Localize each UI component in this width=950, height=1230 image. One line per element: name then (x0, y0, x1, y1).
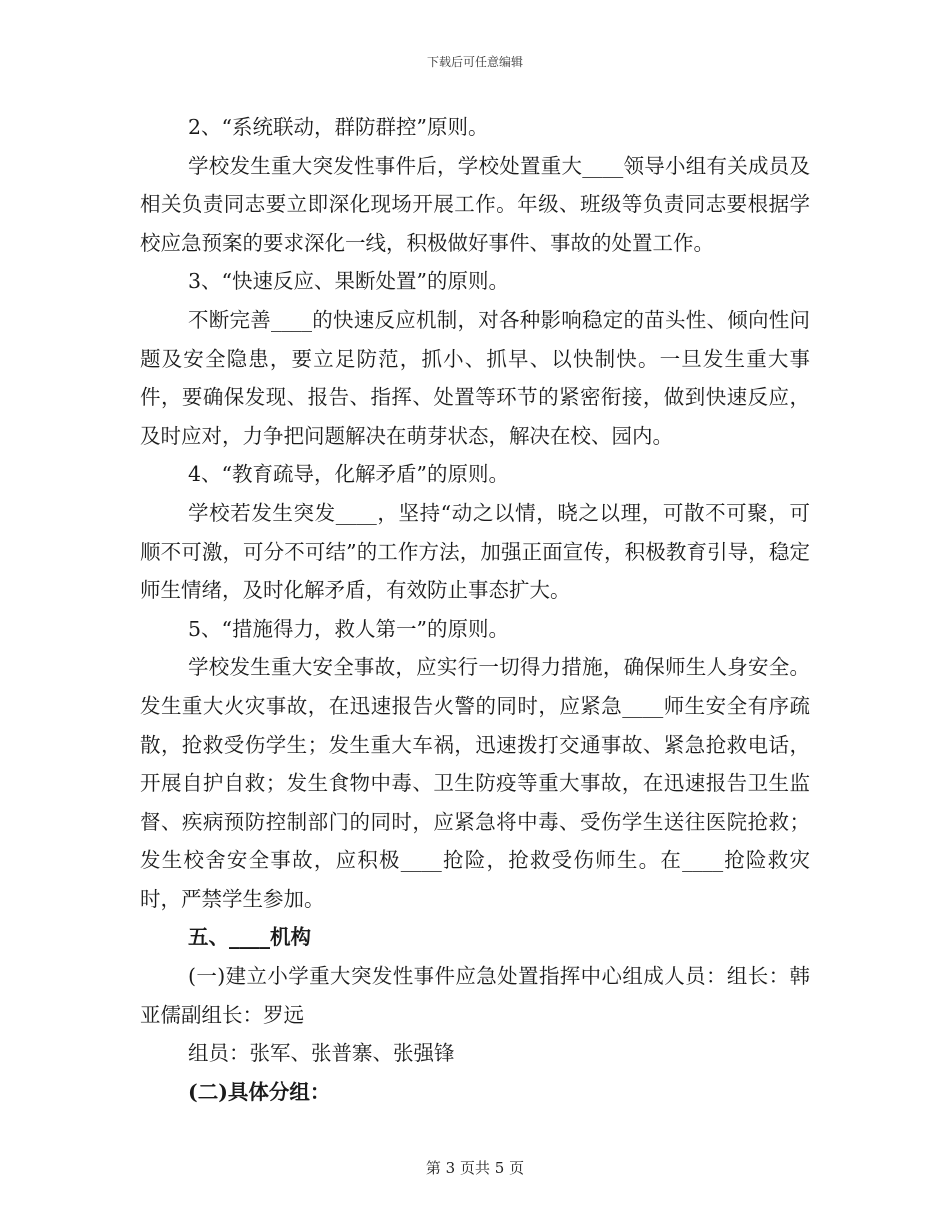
principle-4-heading: 4、“教育疏导，化解矛盾”的原则。 (188, 462, 510, 487)
principle-5-heading: 5、“措施得力，救人第一”的原则。 (188, 616, 510, 641)
page-header: 下载后可任意编辑 (426, 55, 523, 69)
principle-5-body: 学校发生重大安全事故，应实行一切得力措施，确保师生人身安全。发生重大火灾事故，在迅速报告火警的同时，应紧急____师生安全有序疏散，抢救受伤学生；发生重大车祸，迅速拨打交通事故、紧急抢救电话，开展自护自救；发生食物中毒、卫生防疫等重大事故，在迅速报告卫生监督、疾病预防控制部门的同时，应紧急将中毒、受伤学生送往医院抢救；发生校舍安全事故，应积极____抢险，抢救受伤师生。在____抢险救灾时，严禁学生参加。 (140, 655, 810, 911)
principle-3-heading: 3、“快速反应、果断处置”的原则。 (188, 269, 510, 294)
principle-3-body: 不断完善____的快速反应机制，对各种影响稳定的苗头性、倾向性问题及安全隐患，要立足防范，抓小、抓早、以快制快。一旦发生重大事件，要确保发现、报告、指挥、处置等环节的紧密衔接，做到快速反应，及时应对，力争把问题解决在萌芽状态，解决在校、园内。 (140, 307, 810, 448)
principle-2-heading: 2、“系统联动，群防群控”原则。 (188, 115, 489, 139)
principle-4-body: 学校若发生突发____，坚持“动之以情，晓之以理，可散不可聚，可顺不可激，可分不可结”的工作方法，加强正面宣传，积极教育引导，稳定师生情绪，及时化解矛盾，有效防止事态扩大。 (140, 500, 810, 603)
team-members: 组员：张军、张普寨、张强锋 (188, 1041, 455, 1066)
subsection-grouping-heading: (二)具体分组： (188, 1079, 331, 1104)
section-5-heading: 五、____机构 (188, 925, 311, 950)
page-footer: 第 3 页共 5 页 (425, 1159, 525, 1177)
command-center-members: (一)建立小学重大突发性事件应急处置指挥中心组成人员：组长：韩亚儒副组长：罗远 (140, 964, 810, 1027)
document-body (140, 108, 810, 1111)
principle-2-body: 学校发生重大突发性事件后，学校处置重大____领导小组有关成员及相关负责同志要立即深化现场开展工作。年级、班级等负责同志要根据学校应急预案的要求深化一线，积极做好事件、事故的处置工作。 (140, 153, 810, 255)
